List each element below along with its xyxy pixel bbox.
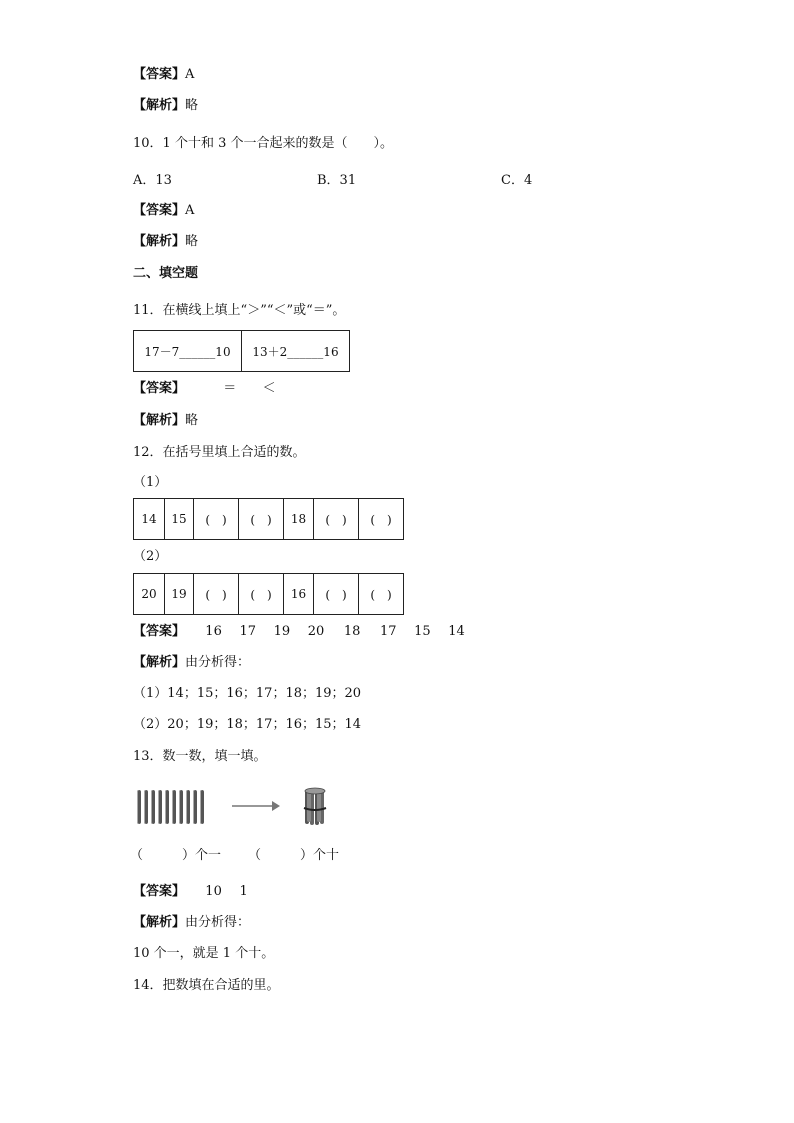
answer-value: 20	[307, 624, 325, 639]
analysis-value: 由分析得：	[185, 655, 251, 670]
q11-table	[133, 330, 350, 372]
analysis-label: 【解析】	[133, 413, 186, 428]
q11-question: 11．在横线上填上“＞”“＜”或“＝”。	[133, 303, 346, 318]
stick	[200, 790, 204, 824]
arrow-right-icon	[230, 799, 282, 813]
q12-analysis	[133, 655, 250, 671]
answer-value: 16	[205, 624, 222, 639]
analysis-value: 略	[185, 98, 199, 113]
answer-label: 【答案】	[133, 67, 186, 82]
table-cell: ( )	[194, 499, 239, 540]
q10-option-a: A．13	[133, 173, 172, 188]
stick	[193, 790, 197, 824]
q12-table-1	[133, 498, 404, 540]
q12-answer	[133, 624, 465, 640]
analysis-value: 由分析得：	[185, 915, 251, 930]
answer-value: A	[185, 67, 195, 82]
stick	[151, 790, 155, 824]
answer-label: 【答案】	[133, 381, 186, 396]
table-cell: 14	[134, 499, 165, 540]
q9-answer	[133, 67, 194, 83]
table-cell: ( )	[239, 499, 284, 540]
analysis-label: 【解析】	[133, 655, 186, 670]
answer-value: 18	[343, 624, 361, 639]
stick	[158, 790, 162, 824]
q10-question: 10．1 个十和 3 个一合起来的数是（ ）。	[133, 136, 393, 151]
stick	[186, 790, 190, 824]
analysis-value: 略	[185, 413, 199, 428]
q13-answer	[133, 884, 248, 900]
answer-value: ＜	[262, 381, 276, 396]
answer-value: A	[185, 203, 195, 218]
q10-option-c: C．4	[501, 173, 533, 188]
q12-part2-label: （2）	[133, 549, 168, 564]
q11-analysis	[133, 413, 198, 429]
q9-analysis	[133, 98, 198, 114]
stick-bundle-icon	[301, 786, 329, 828]
answer-label: 【答案】	[133, 884, 186, 899]
stick	[165, 790, 169, 824]
table-cell: 15	[165, 499, 194, 540]
table-cell: ( )	[239, 574, 284, 615]
q10-option-b: B．31	[317, 173, 357, 188]
answer-value: 10	[205, 884, 222, 899]
answer-value: 17	[239, 624, 256, 639]
table-cell: 19	[165, 574, 194, 615]
q10-analysis	[133, 234, 198, 250]
q11-answer	[133, 381, 276, 397]
table-cell: 16	[284, 574, 314, 615]
answer-value: 14	[448, 624, 465, 639]
section-title: 二、填空题	[133, 266, 199, 281]
table-cell: ( )	[194, 574, 239, 615]
answer-value: ＝	[223, 381, 237, 396]
q13-analysis-line: 10 个一，就是 1 个十。	[133, 946, 275, 961]
answer-value: 15	[414, 624, 431, 639]
table-cell: ( )	[359, 574, 404, 615]
ten-sticks-illustration	[137, 790, 215, 826]
stick	[179, 790, 183, 824]
analysis-label: 【解析】	[133, 234, 186, 249]
table-cell: 20	[134, 574, 165, 615]
q13-question: 13．数一数，填一填。	[133, 749, 267, 764]
stick	[144, 790, 148, 824]
q14-question: 14．把数填在合适的里。	[133, 978, 280, 993]
q12-question: 12．在括号里填上合适的数。	[133, 445, 306, 460]
table-cell: ( )	[359, 499, 404, 540]
table-cell: ( )	[314, 574, 359, 615]
q10-answer	[133, 203, 194, 219]
stick	[172, 790, 176, 824]
answer-label: 【答案】	[133, 624, 186, 639]
q12-analysis-line: （1）14；15；16；17；18；19；20	[133, 686, 362, 701]
answer-value: 1	[239, 884, 248, 899]
table-cell: 18	[284, 499, 314, 540]
analysis-value: 略	[185, 234, 199, 249]
analysis-label: 【解析】	[133, 915, 186, 930]
answer-label: 【答案】	[133, 203, 186, 218]
q12-analysis-line: （2）20；19；18；17；16；15；14	[133, 717, 362, 732]
answer-value: 19	[273, 624, 291, 639]
q13-analysis	[133, 915, 250, 931]
q12-part1-label: （1）	[133, 475, 168, 490]
q13-blank-ones: （ ）个一	[130, 848, 222, 863]
q11-cell: 13＋2______16	[242, 331, 350, 372]
q11-cell: 17－7______10	[134, 331, 242, 372]
q12-table-2	[133, 573, 404, 615]
q13-blank-tens: （ ）个十	[248, 848, 340, 863]
answer-value: 17	[380, 624, 397, 639]
table-cell: ( )	[314, 499, 359, 540]
stick	[137, 790, 141, 824]
analysis-label: 【解析】	[133, 98, 186, 113]
